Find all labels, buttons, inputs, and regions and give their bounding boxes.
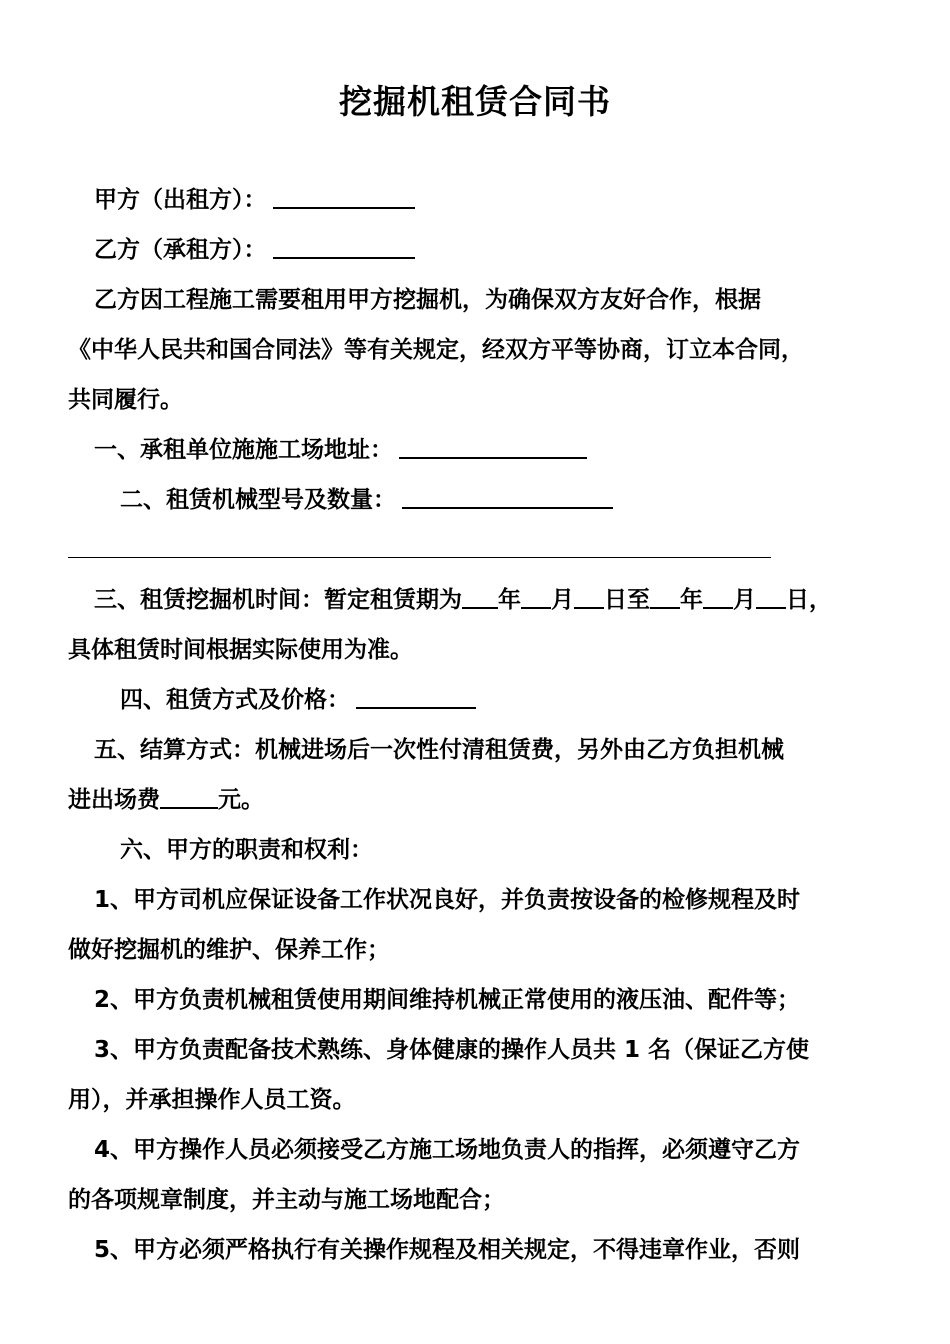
- clause-4-blank: [356, 687, 476, 709]
- day-blank-2: [756, 587, 786, 609]
- document-title: 挖掘机租赁合同书: [339, 82, 611, 121]
- clause-3-line-1: [94, 585, 832, 615]
- clause-2-label: 二、租赁机械型号及数量：: [120, 487, 396, 513]
- year-blank-1: [462, 587, 498, 609]
- party-a-line: [94, 185, 415, 215]
- year-label-2: 年: [680, 587, 703, 613]
- clause-2-line: [120, 485, 613, 515]
- party-a-blank: [273, 187, 415, 209]
- item-4-line-1: 4、甲方操作人员必须接受乙方施工场地负责人的指挥，必须遵守乙方: [94, 1137, 801, 1163]
- item-4-line-2: 的各项规章制度，并主动与施工场地配合；: [68, 1187, 505, 1213]
- clause-5-post: 元。: [218, 787, 264, 813]
- clause-4-label: 四、租赁方式及价格：: [120, 687, 350, 713]
- entry-fee-blank: [160, 787, 218, 809]
- year-label-1: 年: [498, 587, 521, 613]
- year-blank-2: [650, 587, 680, 609]
- month-label-2: 月: [733, 587, 756, 613]
- party-b-blank: [273, 237, 415, 259]
- month-label-1: 月: [551, 587, 574, 613]
- item-1-line-2: 做好挖掘机的维护、保养工作；: [68, 937, 390, 963]
- clause-6-title: 六、甲方的职责和权利：: [120, 837, 373, 863]
- clause-5-line-1: 五、结算方式：机械进场后一次性付清租赁费，另外由乙方负担机械: [94, 737, 784, 763]
- item-5-line-1: 5、甲方必须严格执行有关操作规程及相关规定，不得违章作业，否则: [94, 1237, 801, 1263]
- day-end-label: 日，: [786, 587, 832, 613]
- item-2-line: 2、甲方负责机械租赁使用期间维持机械正常使用的液压油、配件等；: [94, 987, 801, 1013]
- party-b-line: [94, 235, 415, 265]
- party-b-label: 乙方（承租方）：: [94, 237, 267, 263]
- clause-4-line: [120, 685, 476, 715]
- clause-3-line-2: 具体租赁时间根据实际使用为准。: [68, 637, 413, 663]
- clause-2-continuation-blank: [68, 557, 771, 558]
- item-3-line-1: 3、甲方负责配备技术熟练、身体健康的操作人员共 1 名（保证乙方使: [94, 1037, 810, 1063]
- clause-1-label: 一、承租单位施施工场地址：: [94, 437, 393, 463]
- clause-5-pre: 进出场费: [68, 787, 160, 813]
- clause-3-lead: 三、租赁挖掘机时间：暂定租赁期为: [94, 587, 462, 613]
- intro-line-1: 乙方因工程施工需要租用甲方挖掘机，为确保双方友好合作，根据: [94, 287, 761, 313]
- month-blank-2: [703, 587, 733, 609]
- day-to-label: 日至: [604, 587, 650, 613]
- clause-2-blank: [402, 487, 613, 509]
- month-blank-1: [521, 587, 551, 609]
- clause-5-line-2: [68, 785, 264, 815]
- intro-line-2: 《中华人民共和国合同法》等有关规定，经双方平等协商，订立本合同，: [68, 337, 804, 363]
- item-1-line-1: 1、甲方司机应保证设备工作状况良好，并负责按设备的检修规程及时: [94, 887, 801, 913]
- party-a-label: 甲方（出租方）：: [94, 187, 267, 213]
- clause-1-line: [94, 435, 587, 465]
- item-3-line-2: 用），并承担操作人员工资。: [68, 1087, 356, 1113]
- day-blank-1: [574, 587, 604, 609]
- intro-line-3: 共同履行。: [68, 387, 183, 413]
- clause-1-blank: [399, 437, 587, 459]
